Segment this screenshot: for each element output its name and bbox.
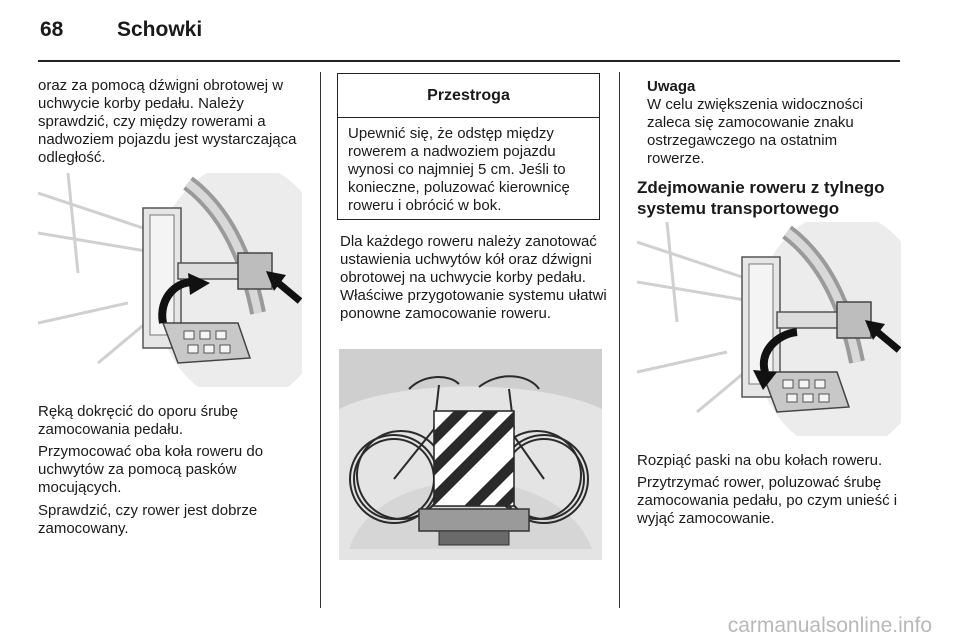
note-title: Uwaga — [647, 78, 696, 95]
caution-text: Upewnić się, że odstęp między rowerem a nadwoziem pojazdu wynosi co najmniej 5 cm. Jeśli to konieczne, poluzować kierownicę roweru i obrócić w bok. — [348, 125, 570, 214]
removal-heading: Zdejmowanie roweru z tylnego systemu transportowego — [637, 178, 885, 218]
section-title: Schowki — [117, 18, 203, 41]
watermark: carmanualsonline.info — [727, 614, 932, 637]
col1-intro-paragraph: oraz za pomocą dźwigni obrotowej w uchwycie korby pedału. Należy sprawdzić, czy między rowerami a nadwoziem pojazdu jest wystarczająca odległość. — [38, 77, 297, 166]
col1-paragraph-2: Przymocować oba koła roweru do uchwytów za pomocą pasków mocujących. — [38, 443, 264, 496]
caution-box — [337, 73, 600, 220]
col3-paragraph-1: Rozpiąć paski na obu kołach roweru. — [637, 452, 883, 469]
bike-carrier-illustration — [339, 349, 602, 560]
pedal-release-illustration — [637, 222, 901, 436]
header-rule — [38, 60, 900, 62]
col3-paragraph-2: Przytrzymać rower, poluzować śrubę zamocowania pedału, po czym unieść i wyjąć zamocowanie. — [637, 474, 898, 527]
col2-paragraph-1: Dla każdego roweru należy zanotować ustawienia uchwytów kół oraz dźwigni obrotowej na uchwycie korby pedału. Właściwe przygotowanie systemu ułatwi ponowne zamocowanie roweru. — [340, 233, 607, 322]
col1-paragraph-1: Ręką dokręcić do oporu śrubę zamocowania pedału. — [38, 403, 239, 438]
note-text: W celu zwiększenia widoczności zaleca się zamocowanie znaku ostrzegawczego na ostatnim rowerze. — [647, 96, 863, 167]
column-divider-left — [320, 72, 321, 608]
column-divider-right — [619, 72, 620, 608]
caution-title: Przestroga — [338, 74, 599, 118]
col1-paragraph-3: Sprawdzić, czy rower jest dobrze zamocowany. — [38, 502, 258, 537]
pedal-tighten-illustration — [38, 173, 302, 387]
page-number: 68 — [40, 18, 64, 41]
